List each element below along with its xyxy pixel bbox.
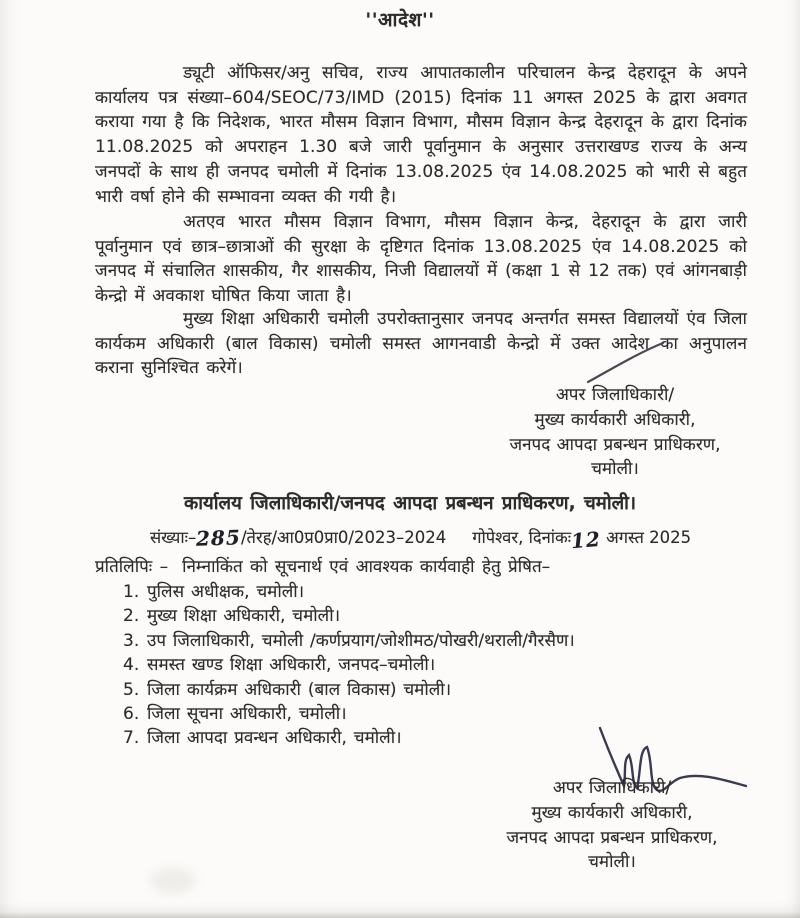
list-item	[123, 604, 743, 628]
list-item-text: जिला सूचना अधिकारी, चमोली।	[147, 704, 347, 725]
scan-smudge	[150, 868, 196, 894]
order-paragraph-2: अतएव भारत मौसम विज्ञान विभाग, मौसम विज्ञान केन्द्र, देहरादून के द्वारा जारी पूर्वानुमान एवं छात्र–छात्राओं की सुरक्षा के दृष्टिगत दिनांक 13.08.2025 एंव 14.08.2025 को जनपद में संचालित शासकीय, गैर शासकीय, निजी विद्यालयों में (कक्षा 1 से 12 तक) एवं आंगनबाड़ी केन्द्रो में अवकाश घोषित किया जाता है।	[95, 212, 747, 307]
signatory-place: चमोली।	[591, 459, 639, 480]
list-item	[123, 678, 743, 702]
list-item	[123, 726, 743, 750]
list-item-number: 7.	[123, 728, 140, 749]
handwritten-reference-number: 285	[195, 525, 242, 551]
office-heading: कार्यालय जिलाधिकारी/जनपद आपदा प्रबन्धन प्राधिकरण, चमोली।	[184, 493, 636, 514]
list-item-text: जिला कार्यक्रम अधिकारी (बाल विकास) चमोली।	[147, 679, 452, 700]
copy-text: निम्नाकिंत को सूचनार्थ एवं आवश्यक कार्यवाही हेतु प्रेषित–	[182, 557, 551, 577]
signatory-designation: अपर जिलाधिकारी/	[552, 778, 672, 798]
copy-label: प्रतिलिपिः –	[95, 557, 169, 577]
list-item-text: समस्त खण्ड शिक्षा अधिकारी, जनपद–चमोली।	[147, 655, 436, 676]
list-item-text: जिला आपदा प्रवन्धन अधिकारी, चमोली।	[147, 728, 402, 749]
signatory-authority: जनपद आपदा प्रबन्धन प्राधिकरण,	[506, 827, 718, 848]
place-date-label: गोपेश्वर, दिनांकः	[472, 528, 572, 547]
copy-distribution-line	[95, 554, 745, 577]
list-item	[123, 580, 743, 604]
list-item	[123, 702, 743, 726]
list-item-number: 4.	[123, 655, 140, 676]
reference-label: संख्याः–	[150, 528, 197, 547]
list-item-number: 6.	[123, 704, 140, 725]
signatory-block-top	[465, 383, 765, 482]
handwritten-date: 12	[570, 526, 602, 554]
order-paragraph-1: ड्यूटी ऑफिसर/अनु सचिव, राज्य आपातकालीन परिचालन केन्द्र देहरादून के अपने कार्यालय पत्र संख्या–604/SEOC/73/IMD (2015) दिनांक 11 अगस्त 2025 के द्वारा अवगत कराया गया है कि निदेशक, भारत मौसम विज्ञान विभाग, मौसम विज्ञान केन्द्र देहरादून के द्वारा दिनांक 11.08.2025 को अपराहन 1.30 बजे जारी पूर्वानुमान के अनुसार उत्तराखण्ड राज्य के अन्य जनपदों के साथ ही जनपद चमोली में दिनांक 13.08.2025 एंव 14.08.2025 को भारी से बहुत भारी वर्षा होने की सम्भावना व्यक्त की गयी है।	[95, 63, 747, 207]
list-item	[123, 629, 743, 653]
list-item-number: 3.	[123, 630, 140, 651]
list-item-text: पुलिस अधीक्षक, चमोली।	[147, 582, 305, 602]
recipient-list	[123, 580, 743, 751]
date-rest: अगस्त 2025	[606, 528, 692, 547]
list-item-number: 5.	[123, 679, 140, 700]
signatory-place: चमोली।	[588, 852, 636, 873]
signatory-title: मुख्य कार्यकारी अधिकारी,	[531, 802, 693, 823]
list-item-number: 1.	[123, 582, 140, 602]
reference-line	[150, 524, 750, 554]
list-item-number: 2.	[123, 606, 140, 627]
list-item-text: उप जिलाधिकारी, चमोली /कर्णप्रयाग/जोशीमठ/पोखरी/थराली/गैरसैण।	[147, 630, 575, 651]
order-paragraph-3: मुख्य शिक्षा अधिकारी चमोली उपरोक्तानुसार जनपद अन्तर्गत समस्त विद्यालयों एंव जिला कार्यकम अधिकारी (बाल विकास) चमोली समस्त आगनवाडी केन्द्रो में उक्त आदेश का अनुपालन कराना सुनिश्चित करेगें।	[95, 309, 747, 379]
reference-number-rest: /तेरह/आ0प्र0प्रा0/2023–2024	[240, 528, 447, 547]
list-item-text: मुख्य शिक्षा अधिकारी, चमोली।	[147, 606, 341, 627]
signatory-authority: जनपद आपदा प्रबन्धन प्राधिकरण,	[509, 434, 721, 455]
signatory-block-bottom	[462, 776, 762, 875]
signatory-designation: अपर जिलाधिकारी/	[555, 385, 675, 405]
list-item	[123, 653, 743, 677]
signatory-title: मुख्य कार्यकारी अधिकारी,	[534, 409, 696, 430]
document-title: ''आदेश''	[365, 9, 435, 31]
